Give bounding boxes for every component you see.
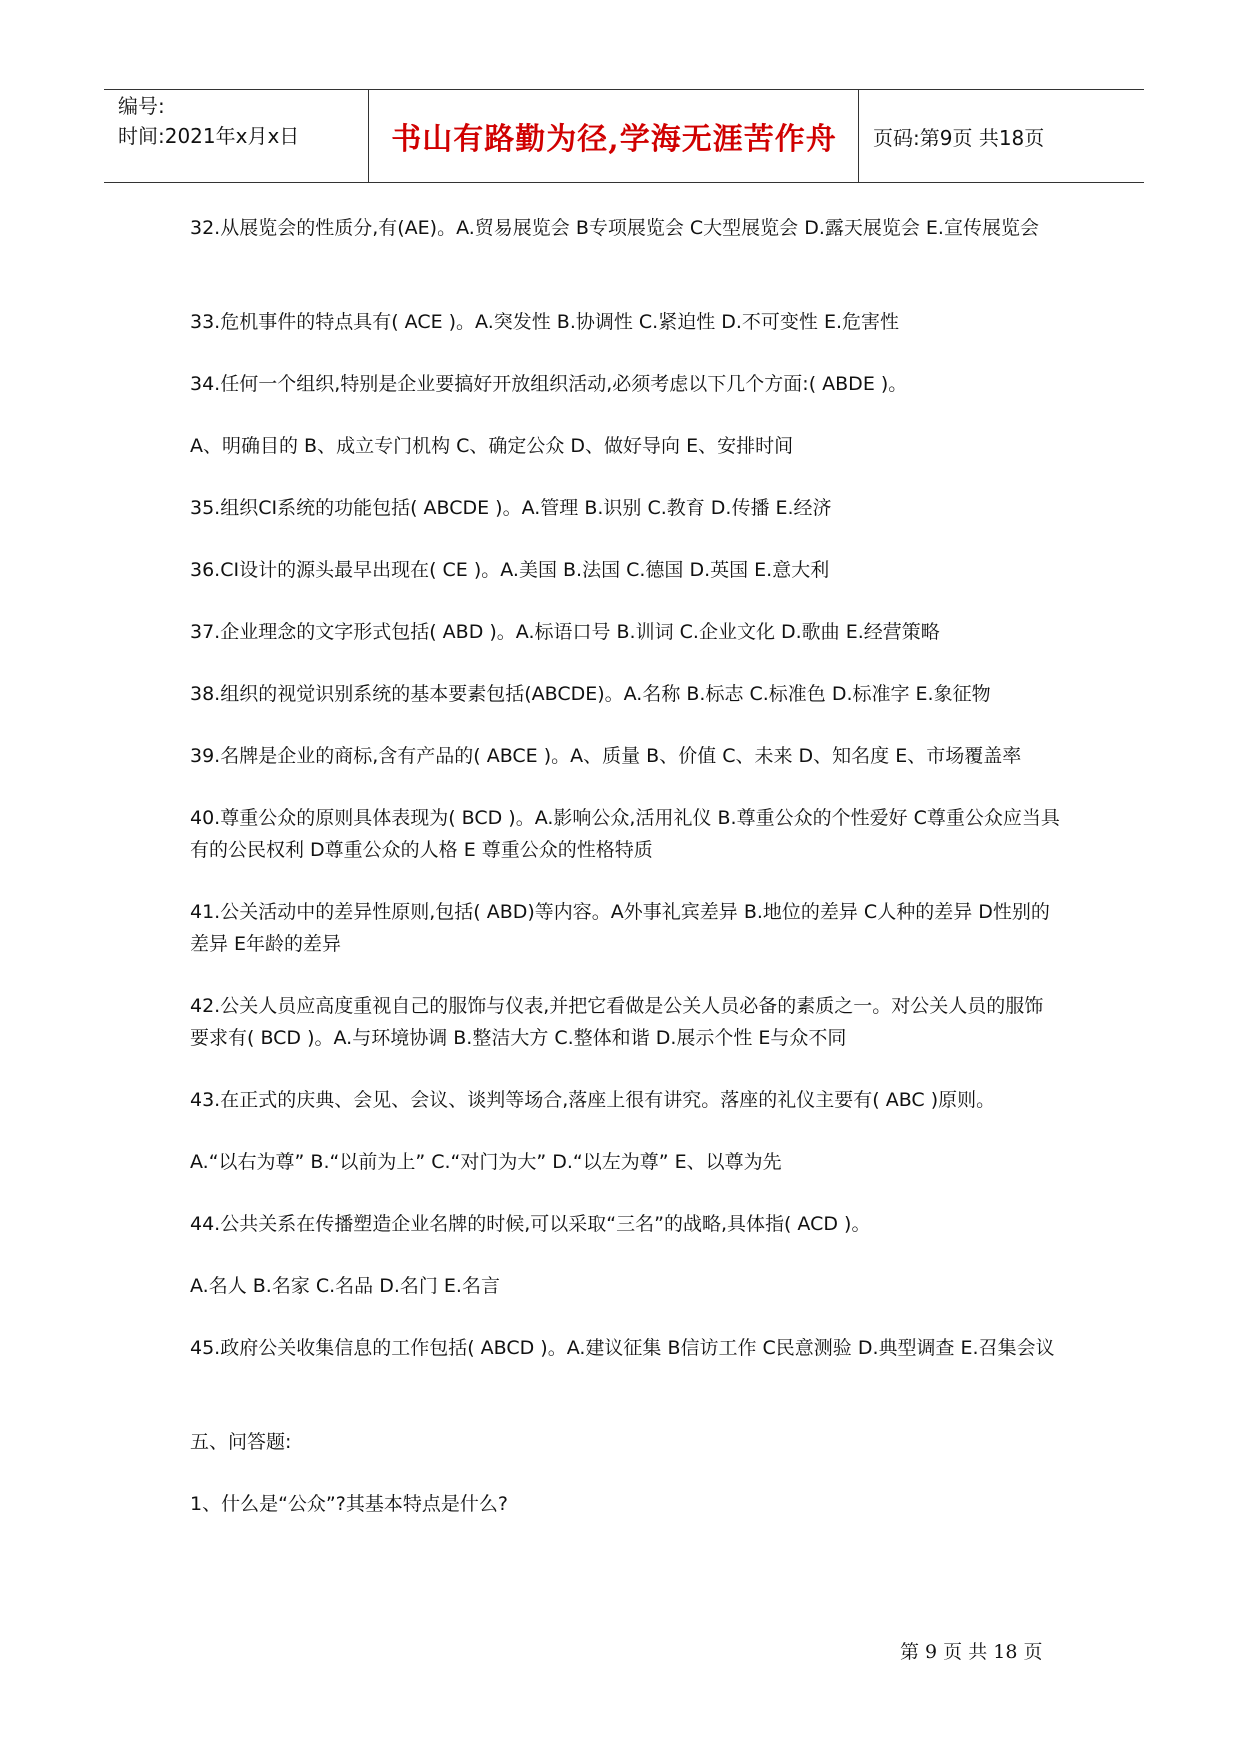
question-44-options: A.名人 B.名家 C.名品 D.名门 E.名言 — [190, 1275, 500, 1297]
document-number-label: 编号: — [118, 94, 165, 118]
header-left — [118, 91, 299, 151]
header-divider-right — [858, 89, 859, 183]
question-44: 44.公共关系在传播塑造企业名牌的时候,可以采取“三名”的战略,具体指( ACD )。 — [190, 1213, 871, 1235]
header-bottom-rule — [104, 182, 1144, 183]
footer-page-number: 第 9 页 共 18 页 — [900, 1641, 1043, 1663]
question-34: 34.任何一个组织,特别是企业要搞好开放组织活动,必须考虑以下几个方面:( ABDE )。 — [190, 373, 908, 395]
question-38: 38.组织的视觉识别系统的基本要素包括(ABCDE)。A.名称 B.标志 C.标准色 D.标准字 E.象征物 — [190, 683, 991, 705]
question-36: 36.CI设计的源头最早出现在( CE )。A.美国 B.法国 C.德国 D.英国 E.意大利 — [190, 559, 830, 581]
header-top-rule — [104, 89, 1144, 90]
question-33: 33.危机事件的特点具有( ACE )。A.突发性 B.协调性 C.紧迫性 D.不可变性 E.危害性 — [190, 311, 900, 333]
essay-question-1: 1、什么是“公众”?其基本特点是什么? — [190, 1493, 508, 1515]
document-time-label: 时间:2021年x月x日 — [118, 124, 300, 148]
question-32: 32.从展览会的性质分,有(AE)。A.贸易展览会 B专项展览会 C大型展览会 D.露天展览会 E.宣传展览会 — [190, 217, 1039, 239]
header-page-info: 页码:第9页 共18页 — [873, 126, 1045, 150]
section-heading: 五、问答题: — [190, 1431, 292, 1453]
question-37: 37.企业理念的文字形式包括( ABD )。A.标语口号 B.训词 C.企业文化 D.歌曲 E.经营策略 — [190, 621, 940, 643]
question-40: 40.尊重公众的原则具体表现为( BCD )。A.影响公众,活用礼仪 B.尊重公众的个性爱好 C尊重公众应当具有的公民权利 D尊重公众的人格 E 尊重公众的性格特质 — [190, 807, 1060, 861]
question-43-options: A.“以右为尊” B.“以前为上” C.“对门为大” D.“以左为尊” E、以尊为先 — [190, 1151, 782, 1173]
question-35: 35.组织CI系统的功能包括( ABCDE )。A.管理 B.识别 C.教育 D.传播 E.经济 — [190, 497, 832, 519]
question-42: 42.公关人员应高度重视自己的服饰与仪表,并把它看做是公关人员必备的素质之一。对公关人员的服饰要求有( BCD )。A.与环境协调 B.整洁大方 C.整体和谐 D.展示个性 E与众不同 — [190, 995, 1044, 1049]
question-45: 45.政府公关收集信息的工作包括( ABCD )。A.建议征集 B信访工作 C民意测验 D.典型调查 E.召集会议 — [190, 1337, 1055, 1359]
header-divider-left — [368, 89, 369, 183]
question-39: 39.名牌是企业的商标,含有产品的( ABCE )。A、质量 B、价值 C、未来 D、知名度 E、市场覆盖率 — [190, 745, 1022, 767]
question-43: 43.在正式的庆典、会见、会议、谈判等场合,落座上很有讲究。落座的礼仪主要有( ABC )原则。 — [190, 1089, 996, 1111]
header-motto: 书山有路勤为径,学海无涯苦作舟 — [391, 122, 837, 157]
question-34-options: A、明确目的 B、成立专门机构 C、确定公众 D、做好导向 E、安排时间 — [190, 435, 794, 457]
question-41: 41.公关活动中的差异性原则,包括( ABD)等内容。A外事礼宾差异 B.地位的差异 C人种的差异 D性别的差异 E年龄的差异 — [190, 901, 1050, 955]
